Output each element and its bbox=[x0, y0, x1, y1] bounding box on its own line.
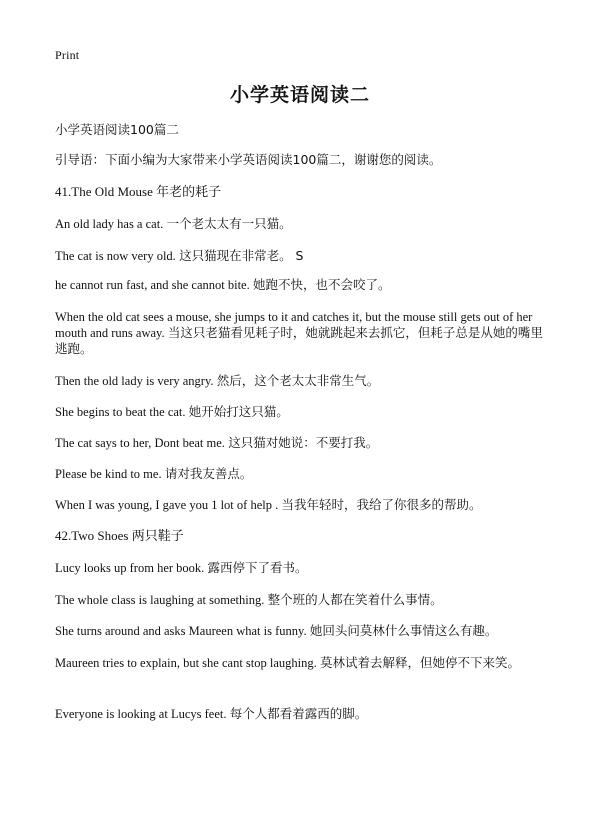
english-sentence: She begins to beat the cat. bbox=[55, 405, 186, 419]
chinese-translation: 这只猫现在非常老。 S bbox=[179, 248, 304, 263]
chinese-translation: 整个班的人都在笑着什么事情。 bbox=[267, 592, 443, 607]
paragraph bbox=[55, 435, 547, 451]
paragraph bbox=[55, 216, 547, 232]
english-sentence: When the old cat sees a mouse, she jumps to it and catches it, but the mouse still gets out of her mouth and runs away. bbox=[55, 310, 533, 340]
chinese-translation: 请对我友善点。 bbox=[164, 466, 253, 481]
chinese-translation: 一个老太太有一只猫。 bbox=[166, 216, 292, 231]
print-label: Print bbox=[55, 48, 80, 62]
chinese-translation: 然后，这个老太太非常生气。 bbox=[216, 373, 380, 388]
english-sentence: When I was young, I gave you 1 lot of help . bbox=[55, 498, 279, 512]
english-sentence: Everyone is looking at Lucys feet. bbox=[55, 707, 227, 721]
paragraph bbox=[55, 373, 547, 389]
english-sentence: Then the old lady is very angry. bbox=[55, 374, 214, 388]
paragraph bbox=[55, 497, 547, 513]
english-sentence: he cannot run fast, and she cannot bite. bbox=[55, 278, 250, 292]
intro-paragraph: 引导语：下面小编为大家带来小学英语阅读100篇二，谢谢您的阅读。 bbox=[55, 152, 442, 167]
paragraph bbox=[55, 466, 547, 482]
chinese-translation: 她跑不快，也不会咬了。 bbox=[252, 277, 391, 292]
chinese-translation: 当这只老猫看见耗子时，她就跳起来去抓它，但耗子总是从她的嘴里逃跑。 bbox=[55, 325, 543, 356]
english-sentence: Lucy looks up from her book. bbox=[55, 561, 205, 575]
paragraph bbox=[55, 277, 547, 293]
paragraph bbox=[55, 309, 550, 357]
english-sentence: An old lady has a cat. bbox=[55, 217, 164, 231]
chinese-translation: 每个人都看着露西的脚。 bbox=[229, 706, 368, 721]
english-sentence: The cat is now very old. bbox=[55, 249, 176, 263]
english-sentence: Please be kind to me. bbox=[55, 467, 162, 481]
paragraph bbox=[55, 560, 547, 576]
document-subtitle: 小学英语阅读100篇二 bbox=[55, 122, 179, 137]
paragraph bbox=[55, 706, 547, 722]
story-heading-text: 41.The Old Mouse 年老的耗子 bbox=[55, 184, 222, 199]
english-sentence: The cat says to her, Dont beat me. bbox=[55, 436, 225, 450]
paragraph bbox=[55, 623, 547, 639]
paragraph bbox=[55, 404, 547, 420]
chinese-translation: 她回头问莫林什么事情这么有趣。 bbox=[309, 623, 498, 638]
chinese-translation: 莫林试着去解释，但她停不下来笑。 bbox=[320, 655, 521, 670]
paragraph bbox=[55, 248, 547, 264]
chinese-translation: 她开始打这只猫。 bbox=[188, 404, 289, 419]
document-title: 小学英语阅读二 bbox=[229, 84, 370, 106]
english-sentence: She turns around and asks Maureen what is funny. bbox=[55, 624, 307, 638]
chinese-translation: 露西停下了看书。 bbox=[207, 560, 308, 575]
english-sentence: Maureen tries to explain, but she cant stop laughing. bbox=[55, 656, 317, 670]
story-heading-text: 42.Two Shoes 两只鞋子 bbox=[55, 528, 184, 543]
paragraph bbox=[55, 592, 547, 608]
story-heading bbox=[55, 184, 547, 200]
chinese-translation: 当我年轻时，我给了你很多的帮助。 bbox=[281, 497, 482, 512]
english-sentence: The whole class is laughing at something. bbox=[55, 593, 265, 607]
paragraph bbox=[55, 655, 550, 671]
chinese-translation: 这只猫对她说：不要打我。 bbox=[228, 435, 379, 450]
story-heading bbox=[55, 528, 547, 544]
